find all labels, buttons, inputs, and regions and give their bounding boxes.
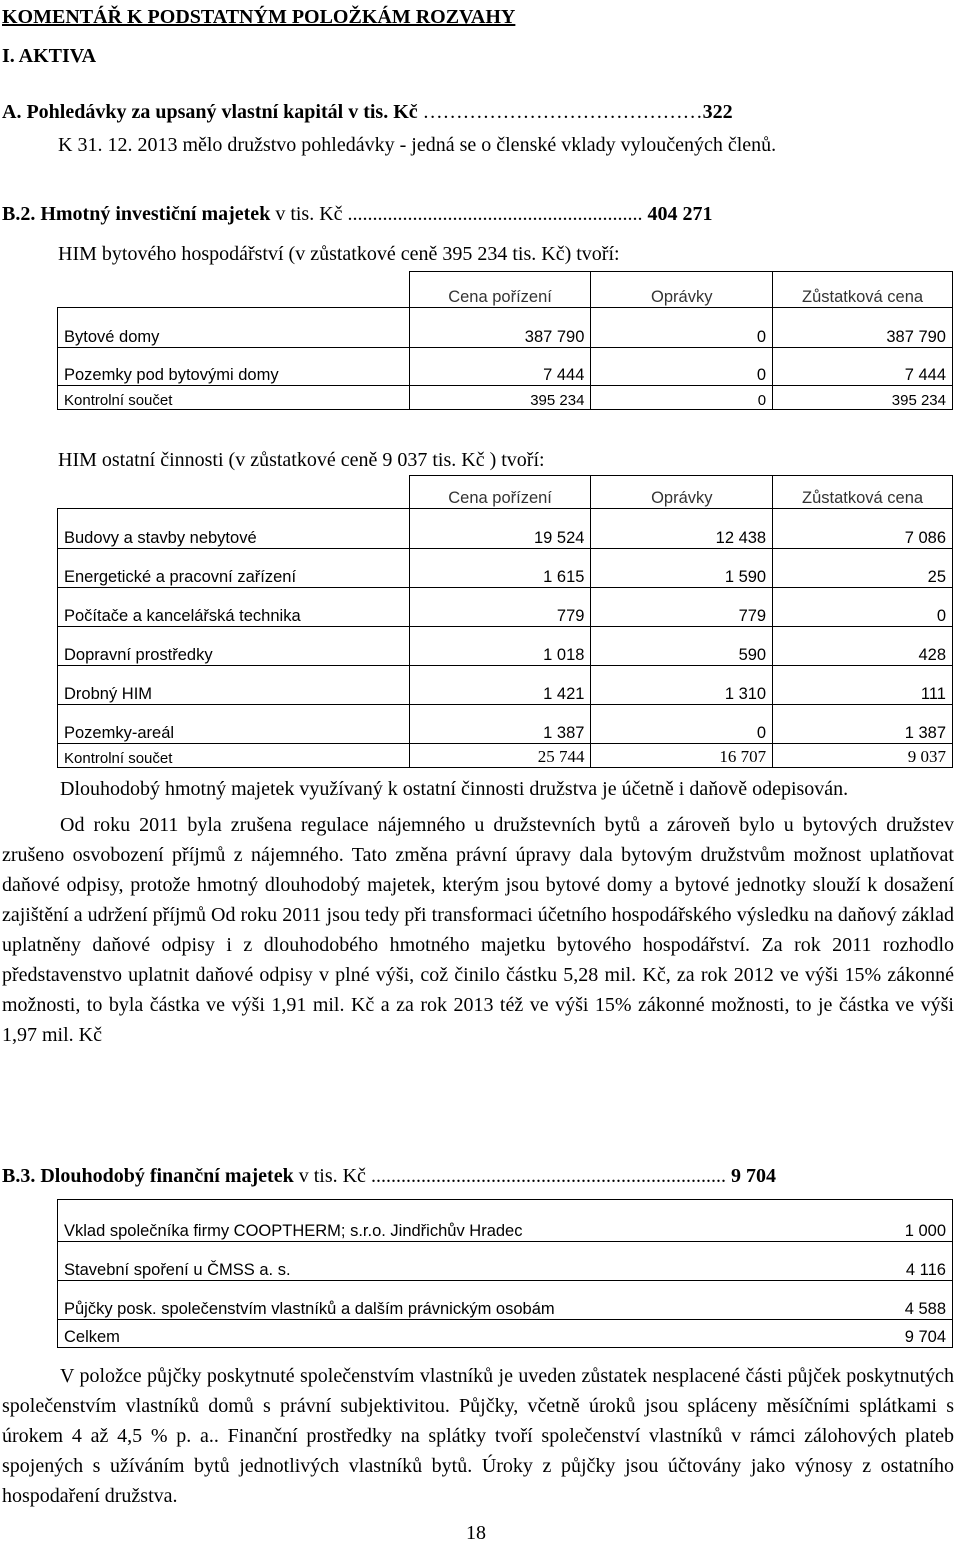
cell-cena: 779 xyxy=(409,588,591,627)
heading-a-dots: …………………………………… xyxy=(422,101,703,123)
cell-zustatek: 0 xyxy=(773,588,953,627)
cell-opravky: 0 xyxy=(591,705,773,744)
text-block-b2 xyxy=(2,774,954,1050)
table-row-total xyxy=(58,386,953,410)
table-row xyxy=(58,1242,953,1281)
heading-b2-dots: ........................................................... xyxy=(342,203,643,225)
heading-b2-value: 404 271 xyxy=(642,203,713,225)
table-row xyxy=(58,1200,953,1242)
heading-b3-bold: B.3. Dlouhodobý finanční majetek xyxy=(2,1165,294,1187)
cell-opravky: 0 xyxy=(591,386,773,410)
row-label: Kontrolní součet xyxy=(58,744,410,768)
cell-zustatek: 387 790 xyxy=(773,308,953,348)
heading-b3-unit: v tis. Kč xyxy=(293,1165,366,1187)
paragraph-odepisovani: Dlouhodobý hmotný majetek využívaný k ostatní činnosti družstva je účetně i daňově odepisován. xyxy=(60,778,849,800)
header-zustatek: Zůstatková cena xyxy=(773,476,953,509)
cell-opravky: 16 707 xyxy=(591,744,773,768)
text-block-b3 xyxy=(2,1361,954,1511)
header-zustatek: Zůstatková cena xyxy=(773,272,953,308)
row-label: Pozemky-areál xyxy=(58,705,410,744)
cell-zustatek: 25 xyxy=(773,549,953,588)
cell-cena: 7 444 xyxy=(409,348,591,386)
row-label: Energetické a pracovní zařízení xyxy=(58,549,410,588)
table-row xyxy=(58,308,953,348)
him-byt-intro: HIM bytového hospodářství (v zůstatkové ceně 395 234 tis. Kč) tvoří: xyxy=(58,243,620,265)
cell-zustatek: 7 086 xyxy=(773,509,953,549)
cell-opravky: 779 xyxy=(591,588,773,627)
table-him-bytove xyxy=(57,271,953,410)
heading-a-text: A. Pohledávky za upsaný vlastní kapitál v tis. Kč xyxy=(2,101,418,123)
table-row xyxy=(58,549,953,588)
row-label: Kontrolní součet xyxy=(58,386,410,410)
row-label: Stavební spoření u ČMSS a. s. xyxy=(58,1242,833,1281)
cell-zustatek: 428 xyxy=(773,627,953,666)
heading-a xyxy=(2,99,733,125)
text-a: K 31. 12. 2013 mělo družstvo pohledávky - jedná se o členské vklady vyloučených členů. xyxy=(58,134,777,156)
heading-b2 xyxy=(2,201,713,227)
cell-cena: 395 234 xyxy=(409,386,591,410)
heading-b3-dots: ....................................................................... xyxy=(365,1165,726,1187)
header-opravky: Oprávky xyxy=(591,476,773,509)
table-row xyxy=(58,666,953,705)
cell-zustatek: 7 444 xyxy=(773,348,953,386)
table-financni-majetek xyxy=(57,1199,953,1348)
table-header-row xyxy=(58,476,953,509)
cell-value: 4 588 xyxy=(833,1281,953,1320)
cell-opravky: 1 590 xyxy=(591,549,773,588)
table-row-total xyxy=(58,744,953,768)
cell-cena: 19 524 xyxy=(409,509,591,549)
header-cena: Cena pořízení xyxy=(409,476,591,509)
table-row xyxy=(58,348,953,386)
row-label: Bytové domy xyxy=(58,308,410,348)
paragraph-regulace: Od roku 2011 byla zrušena regulace nájemného u družstevních bytů a zároveň bylo u bytových družstev zrušeno osvobození příjmů z nájemného. Tato změna právní úpravy dala bytovým družstvům možnost uplatňovat daňové odpisy, protože hmotný dlouhodobý majetek, kterým jsou bytové domy a bytové jednotky slouží k dosažení zajištění a udržení příjmů Od roku 2011 jsou tedy při transformaci účetního hospodářského výsledku na daňový základ uplatněny daňové odpisy i z dlouhodobého hmotného majetku bytového hospodářství. Za rok 2011 rozhodlo představenstvo uplatnit daňové odpisy v plné výši, což činilo částku 5,28 mil. Kč, za rok 2012 ve výši 15% zákonné možnosti, to byla částka ve výši 1,91 mil. Kč a za rok 2013 též ve výši 15% zákonné možnosti, to je částka ve výši 1,97 mil. Kč xyxy=(2,814,954,1046)
cell-value: 1 000 xyxy=(833,1200,953,1242)
cell-opravky: 0 xyxy=(591,348,773,386)
heading-b2-bold: B.2. Hmotný investiční majetek xyxy=(2,203,271,225)
heading-b3 xyxy=(2,1163,776,1189)
cell-cena: 1 387 xyxy=(409,705,591,744)
cell-zustatek: 1 387 xyxy=(773,705,953,744)
row-label: Celkem xyxy=(58,1320,833,1348)
row-label: Půjčky posk. společenstvím vlastníků a dalším právnickým osobám xyxy=(58,1281,833,1320)
him-ost-intro: HIM ostatní činnosti (v zůstatkové ceně 9 037 tis. Kč ) tvoří: xyxy=(58,449,545,471)
header-opravky: Oprávky xyxy=(591,272,773,308)
cell-value: 4 116 xyxy=(833,1242,953,1281)
cell-cena: 1 615 xyxy=(409,549,591,588)
row-label: Vklad společníka firmy COOPTHERM; s.r.o. Jindřichův Hradec xyxy=(58,1200,833,1242)
cell-opravky: 1 310 xyxy=(591,666,773,705)
cell-value: 9 704 xyxy=(833,1320,953,1348)
cell-opravky: 12 438 xyxy=(591,509,773,549)
table-row xyxy=(58,627,953,666)
header-cena: Cena pořízení xyxy=(409,272,591,308)
paragraph-pujcky: V položce půjčky poskytnuté společenstvím vlastníků je uveden zůstatek nesplacené části půjček poskytnutých společenstvím vlastníků domů s právní subjektivitou. Půjčky, včetně úroků jsou spláceny měsíčními splátkami s úrokem 4 až 4,5 % p. a.. Finanční prostředky na splátky tvoří společenství vlastníků v rámci zálohových plateb spojených s užíváním bytů jednotlivých vlastníků bytů. Úroky z půjčky jsou účtovány jako výnosy z ostatního hospodaření družstva. xyxy=(2,1365,954,1507)
row-label: Pozemky pod bytovými domy xyxy=(58,348,410,386)
cell-zustatek: 395 234 xyxy=(773,386,953,410)
cell-cena: 1 421 xyxy=(409,666,591,705)
table-row xyxy=(58,509,953,549)
table-row-total xyxy=(58,1320,953,1348)
cell-opravky: 590 xyxy=(591,627,773,666)
page-number: 18 xyxy=(466,1522,486,1544)
cell-zustatek: 111 xyxy=(773,666,953,705)
table-row xyxy=(58,705,953,744)
table-row xyxy=(58,588,953,627)
heading-b2-unit: v tis. Kč xyxy=(270,203,343,225)
cell-zustatek: 9 037 xyxy=(773,744,953,768)
table-him-ostatni xyxy=(57,475,953,768)
cell-opravky: 0 xyxy=(591,308,773,348)
heading-a-value: 322 xyxy=(702,101,733,123)
table-row xyxy=(58,1281,953,1320)
row-label: Počítače a kancelářská technika xyxy=(58,588,410,627)
cell-cena: 1 018 xyxy=(409,627,591,666)
row-label: Budovy a stavby nebytové xyxy=(58,509,410,549)
row-label: Drobný HIM xyxy=(58,666,410,705)
section-heading-aktiva: I. AKTIVA xyxy=(2,45,97,67)
table-header-row xyxy=(58,272,953,308)
cell-cena: 387 790 xyxy=(409,308,591,348)
row-label: Dopravní prostředky xyxy=(58,627,410,666)
document-title: KOMENTÁŘ K PODSTATNÝM POLOŽKÁM ROZVAHY xyxy=(2,6,516,28)
cell-cena: 25 744 xyxy=(409,744,591,768)
heading-b3-value: 9 704 xyxy=(725,1165,776,1187)
